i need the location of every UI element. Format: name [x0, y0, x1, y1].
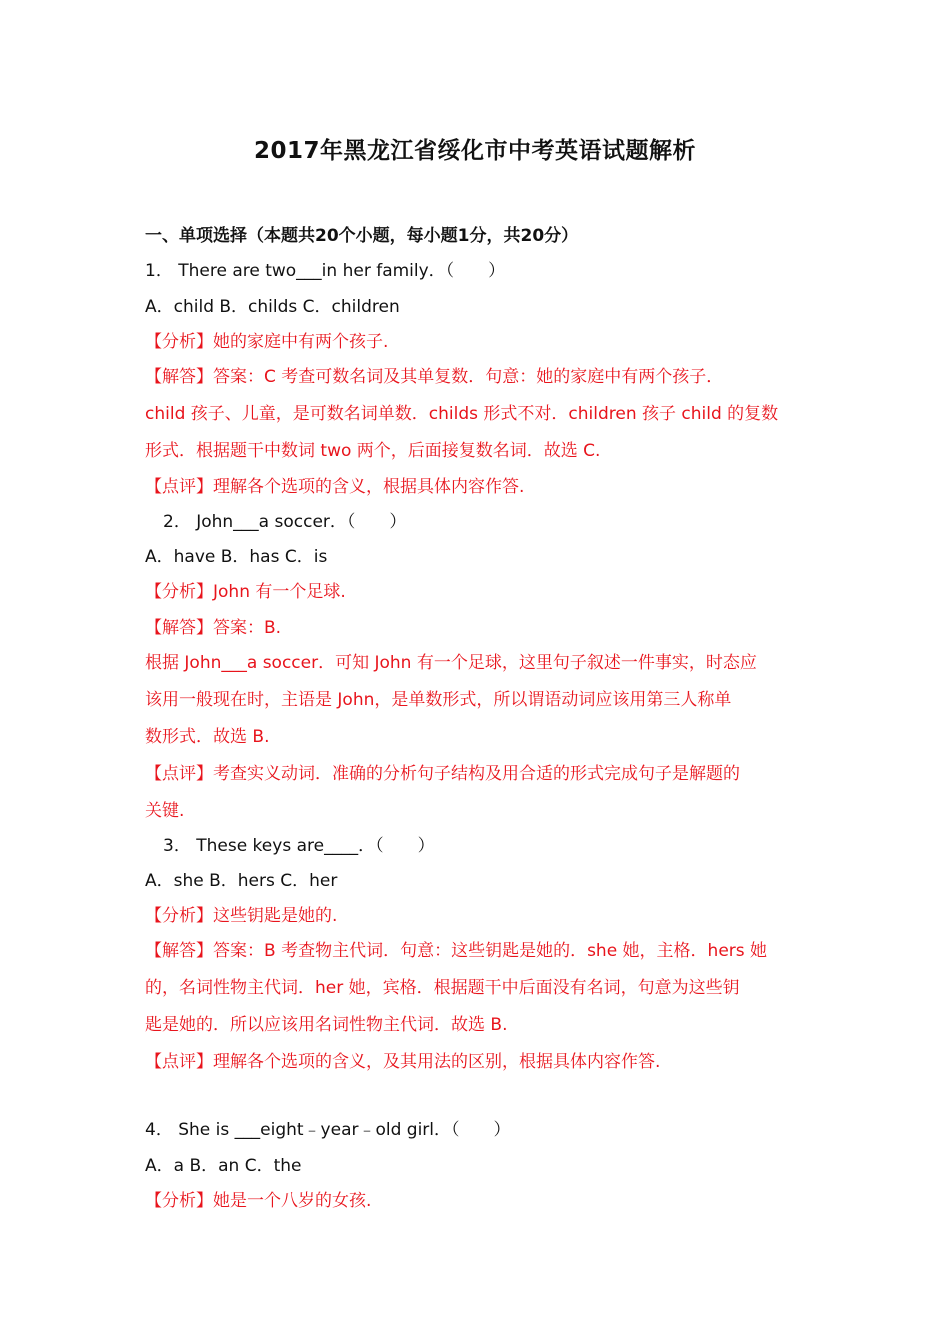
- question-3-analysis: 【分析】这些钥匙是她的.: [145, 906, 338, 926]
- question-4-options: A．a B．an C．the: [145, 1156, 302, 1176]
- question-1-analysis: 【分析】她的家庭中有两个孩子.: [145, 332, 389, 352]
- question-1-answer-line-3: 形式．根据题干中数词 two 两个，后面接复数名词．故选 C.: [145, 441, 601, 461]
- page-title: 2017年黑龙江省绥化市中考英语试题解析: [253, 138, 696, 164]
- question-2-answer-line-3: 数形式．故选 B.: [145, 727, 270, 747]
- question-2-stem: 2． John___a soccer．（ ）: [163, 512, 407, 532]
- question-2-comment-line-2: 关键.: [145, 801, 185, 821]
- question-1-stem: 1． There are two___in her family．（ ）: [145, 261, 506, 281]
- question-2-analysis: 【分析】John 有一个足球.: [145, 582, 346, 602]
- question-2-answer-line-1: 根据 John___a soccer．可知 John 有一个足球，这里句子叙述一件事实，时态应: [145, 653, 757, 673]
- question-2-answer-line-2: 该用一般现在时，主语是 John，是单数形式，所以谓语动词应该用第三人称单: [145, 690, 732, 710]
- question-3-options: A．she B．hers C．her: [145, 871, 338, 891]
- question-3-stem: 3． These keys are____．（ ）: [163, 836, 435, 856]
- question-4-stem: 4． She is ___eight﹣year﹣old girl．（ ）: [145, 1120, 511, 1140]
- question-3-answer-line-2: 的，名词性物主代词．her 她，宾格．根据题干中后面没有名词，句意为这些钥: [145, 978, 740, 998]
- question-1-comment: 【点评】理解各个选项的含义，根据具体内容作答.: [145, 477, 525, 497]
- question-2-comment-line-1: 【点评】考查实义动词．准确的分析句子结构及用合适的形式完成句子是解题的: [145, 764, 740, 784]
- question-3-answer-line-3: 匙是她的．所以应该用名词性物主代词．故选 B.: [145, 1015, 508, 1035]
- question-1-answer-line-2: child 孩子、儿童，是可数名词单数．childs 形式不对．children 孩子 child 的复数: [145, 404, 779, 424]
- question-4-analysis: 【分析】她是一个八岁的女孩.: [145, 1191, 372, 1211]
- question-1-options: A．child B．childs C．children: [145, 297, 400, 317]
- question-1-answer-line-1: 【解答】答案：C 考查可数名词及其单复数．句意：她的家庭中有两个孩子．: [145, 367, 724, 387]
- question-3-answer-line-1: 【解答】答案：B 考查物主代词．句意：这些钥匙是她的．she 她，主格．hers 她: [145, 941, 768, 961]
- question-3-comment: 【点评】理解各个选项的含义，及其用法的区别，根据具体内容作答.: [145, 1052, 661, 1072]
- question-2-answer-label: 【解答】答案：B.: [145, 618, 282, 638]
- section-heading: 一、单项选择（本题共20个小题，每小题1分，共20分）: [145, 226, 579, 246]
- question-2-options: A．have B．has C．is: [145, 547, 328, 567]
